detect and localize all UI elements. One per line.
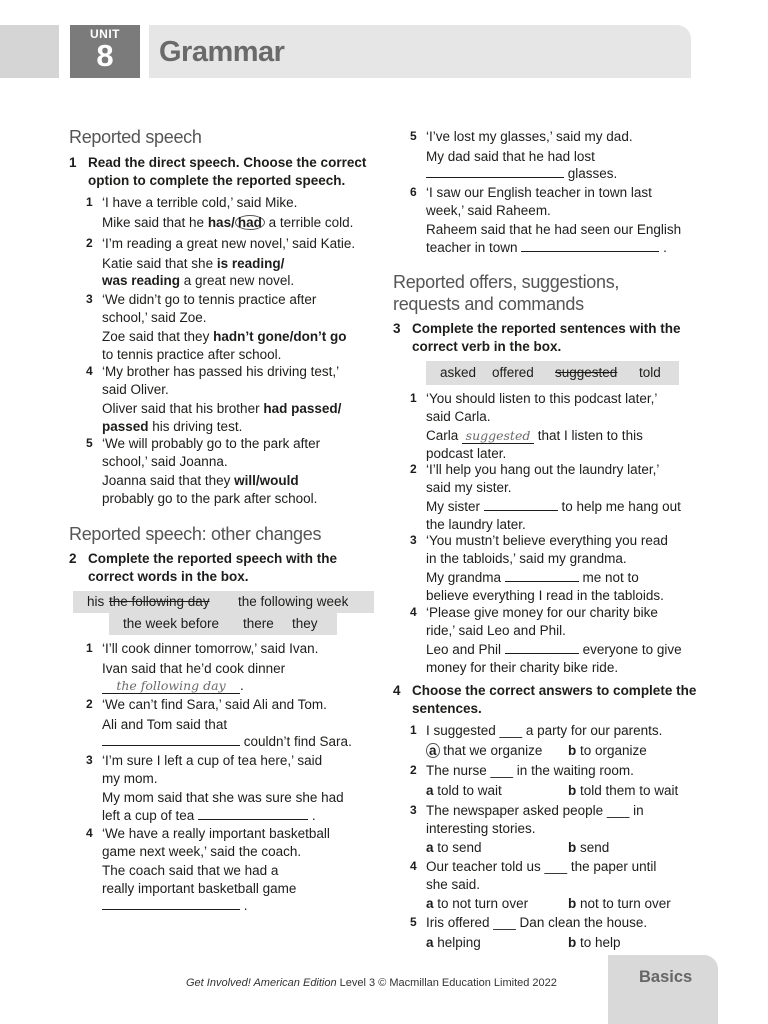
reported-speech bbox=[102, 472, 381, 490]
exercise-2-item-3 bbox=[86, 752, 381, 824]
unit-badge bbox=[70, 25, 140, 78]
option-a-text: that we organize bbox=[439, 742, 543, 758]
exercise-3-item-4 bbox=[410, 604, 705, 676]
section-title-line-1: Reported offers, suggestions, bbox=[393, 272, 620, 292]
handwritten-answer[interactable]: the following day bbox=[102, 679, 240, 694]
text: everyone to give bbox=[578, 642, 682, 657]
option-passed[interactable]: passed bbox=[102, 418, 149, 434]
option-a-label: a bbox=[426, 840, 434, 855]
reported-speech-cont bbox=[102, 418, 381, 436]
box-word: his bbox=[87, 594, 105, 609]
option-b[interactable] bbox=[568, 895, 671, 913]
text: Carla bbox=[426, 428, 463, 443]
text: . bbox=[240, 898, 248, 913]
direct-speech: ‘We can’t find Sara,’ said Ali and Tom. bbox=[102, 697, 327, 712]
option-a-text: helping bbox=[433, 934, 481, 950]
reported-speech bbox=[426, 569, 705, 587]
option-a-text: to not turn over bbox=[433, 896, 529, 911]
option-had-circled[interactable]: had bbox=[235, 215, 265, 230]
item-number: 3 bbox=[410, 803, 417, 817]
item-number: 1 bbox=[86, 641, 93, 655]
item-number: 5 bbox=[410, 915, 417, 929]
exercise-instruction: Complete the reported speech with the correct words in the box. bbox=[88, 551, 338, 584]
option-b[interactable] bbox=[568, 782, 678, 800]
item-number: 4 bbox=[86, 364, 93, 378]
answer-blank[interactable] bbox=[505, 641, 579, 654]
box-word: offered bbox=[492, 365, 534, 380]
verb-box bbox=[426, 361, 679, 385]
option-b-text: to organize bbox=[576, 742, 647, 758]
item-number: 5 bbox=[86, 436, 93, 450]
reported-speech-cont: the laundry later. bbox=[426, 516, 526, 532]
exercise-1-item-1 bbox=[86, 194, 381, 231]
question: Iris offered ___ Dan clean the house. bbox=[426, 915, 648, 930]
exercise-1-item-4 bbox=[86, 363, 381, 435]
answer-line bbox=[102, 807, 381, 825]
footer-rest: Level 3 © Macmillan Education Limited 2022 bbox=[336, 977, 557, 989]
direct-speech-cont: said my sister. bbox=[426, 479, 512, 495]
reported-speech-cont: money for their charity bike ride. bbox=[426, 659, 619, 675]
question: The nurse ___ in the waiting room. bbox=[426, 763, 634, 778]
direct-speech: ‘Please give money for our charity bike bbox=[426, 605, 658, 620]
reported-speech bbox=[426, 498, 705, 516]
item-number: 3 bbox=[86, 292, 93, 306]
text: to help me hang out bbox=[557, 499, 681, 514]
options bbox=[426, 895, 705, 913]
footer-copyright bbox=[186, 977, 557, 989]
box-word: they bbox=[292, 616, 318, 631]
item-number: 2 bbox=[410, 763, 417, 777]
options bbox=[426, 934, 705, 952]
option-a-text: told to wait bbox=[433, 782, 502, 798]
option-has[interactable]: has/ bbox=[207, 214, 235, 230]
box-word-used: suggested bbox=[555, 365, 618, 380]
exercise-4-item-4 bbox=[410, 858, 705, 913]
exercise-instruction: Complete the reported sentences with the correct verb in the box. bbox=[412, 321, 681, 354]
exercise-1-instructions bbox=[69, 154, 379, 190]
answer-blank[interactable] bbox=[102, 733, 240, 746]
option-b-text: told them to wait bbox=[576, 782, 679, 798]
text: glasses. bbox=[564, 166, 618, 181]
exercise-instruction: Choose the correct answers to complete the sentences. bbox=[412, 683, 697, 716]
title-bar bbox=[149, 25, 691, 78]
section-title-reported-speech: Reported speech bbox=[69, 127, 202, 147]
direct-speech: ‘We didn’t go to tennis practice after bbox=[102, 292, 317, 307]
answer-blank[interactable] bbox=[505, 569, 579, 582]
direct-speech-cont: ride,’ said Leo and Phil. bbox=[426, 622, 566, 638]
reported-speech: The coach said that we had a bbox=[102, 863, 279, 878]
exercise-number: 4 bbox=[393, 683, 401, 698]
option-choice[interactable]: hadn’t gone/don’t go bbox=[213, 329, 347, 344]
item-number: 1 bbox=[410, 723, 417, 737]
reported-speech bbox=[102, 214, 381, 232]
text: Joanna said that they bbox=[102, 473, 235, 488]
exercise-1-item-5b bbox=[410, 128, 705, 183]
option-a-label: a bbox=[426, 782, 434, 798]
exercise-3-instructions bbox=[393, 320, 703, 356]
reported-speech: My dad said that he had lost bbox=[426, 148, 595, 164]
option-is-reading[interactable]: is reading/ bbox=[216, 255, 285, 271]
direct-speech: ‘I’ll help you hang out the laundry later,’ bbox=[426, 462, 660, 477]
word-box-row-2 bbox=[109, 613, 337, 635]
option-choice[interactable]: will/would bbox=[234, 473, 299, 488]
option-b-label: b bbox=[568, 840, 577, 855]
answer-line bbox=[102, 897, 381, 915]
option-b[interactable] bbox=[568, 839, 609, 857]
box-word: the week before bbox=[123, 616, 220, 631]
option-b-label: b bbox=[568, 934, 577, 950]
direct-speech: ‘I saw our English teacher in town last bbox=[426, 185, 652, 200]
exercise-4-item-3 bbox=[410, 802, 705, 857]
box-word: there bbox=[243, 616, 274, 631]
options bbox=[426, 742, 705, 760]
option-a[interactable] bbox=[426, 839, 482, 857]
question: I suggested ___ a party for our parents. bbox=[426, 723, 663, 738]
answer-line bbox=[102, 733, 381, 751]
reported-speech: My mom said that she was sure she had bbox=[102, 790, 344, 805]
option-a-label-circled: a bbox=[426, 743, 440, 758]
item-number: 2 bbox=[86, 236, 93, 250]
reported-speech-cont: probably go to the park after school. bbox=[102, 490, 318, 506]
direct-speech: ‘We have a really important basketball bbox=[102, 826, 330, 841]
option-a[interactable] bbox=[426, 742, 542, 760]
answer-blank[interactable] bbox=[102, 897, 240, 910]
box-word: asked bbox=[440, 365, 477, 380]
direct-speech-cont: in the tabloids,’ said my grandma. bbox=[426, 550, 627, 566]
option-was-reading[interactable]: was reading bbox=[102, 273, 181, 288]
text: My grandma bbox=[426, 570, 505, 585]
unit-label: UNIT bbox=[90, 27, 120, 41]
text: teacher in town bbox=[426, 239, 522, 255]
box-word: the following week bbox=[238, 594, 349, 609]
direct-speech: ‘I’m sure I left a cup of tea here,’ said bbox=[102, 753, 323, 768]
box-word-used: the following day bbox=[109, 594, 210, 609]
exercise-4-instructions bbox=[393, 682, 703, 718]
item-number: 3 bbox=[86, 753, 93, 767]
item-number: 1 bbox=[86, 195, 93, 209]
basics-tab[interactable] bbox=[608, 955, 718, 1024]
text: Mike said that he bbox=[102, 214, 208, 230]
option-b[interactable] bbox=[568, 934, 621, 952]
reported-speech bbox=[102, 400, 381, 418]
reported-speech bbox=[426, 427, 705, 445]
text: Zoe said that they bbox=[102, 329, 214, 344]
item-number: 2 bbox=[86, 697, 93, 711]
text: a terrible cold. bbox=[264, 214, 354, 230]
item-number: 4 bbox=[86, 826, 93, 840]
text: . bbox=[659, 239, 667, 255]
option-b-label: b bbox=[568, 896, 577, 911]
option-had-passed[interactable]: had passed/ bbox=[263, 401, 342, 416]
section-title-reported-offers bbox=[393, 271, 619, 315]
exercise-number: 1 bbox=[69, 155, 77, 170]
option-a[interactable] bbox=[426, 782, 502, 800]
reported-speech: Raheem said that he had seen our English bbox=[426, 222, 682, 237]
exercise-4-item-2 bbox=[410, 762, 705, 800]
text: his driving test. bbox=[148, 418, 243, 434]
text: that I listen to this bbox=[534, 428, 643, 443]
answer-blank[interactable] bbox=[198, 807, 308, 820]
exercise-2-item-2 bbox=[86, 696, 381, 751]
question-cont: interesting stories. bbox=[426, 820, 536, 836]
question: Our teacher told us ___ the paper until bbox=[426, 859, 657, 874]
direct-speech: ‘I’ll cook dinner tomorrow,’ said Ivan. bbox=[102, 641, 319, 656]
reported-speech: Ivan said that he’d cook dinner bbox=[102, 660, 286, 676]
option-a[interactable] bbox=[426, 895, 528, 913]
text: . bbox=[308, 807, 316, 823]
option-b[interactable] bbox=[568, 742, 647, 760]
exercise-instruction: Read the direct speech. Choose the correct option to complete the reported speech. bbox=[88, 155, 367, 188]
question: The newspaper asked people ___ in bbox=[426, 803, 644, 818]
direct-speech: ‘My brother has passed his driving test,’ bbox=[102, 364, 340, 379]
answer-line bbox=[426, 239, 705, 257]
answer-line bbox=[426, 165, 705, 183]
exercise-1-item-6 bbox=[410, 184, 705, 256]
reported-speech-cont: podcast later. bbox=[426, 445, 507, 461]
text: Oliver said that his brother bbox=[102, 401, 264, 416]
reported-speech-cont: believe everything I read in the tabloids. bbox=[426, 587, 664, 603]
option-b-text: not to turn over bbox=[576, 896, 671, 911]
direct-speech: ‘We will probably go to the park after bbox=[102, 436, 321, 451]
direct-speech-cont: school,’ said Zoe. bbox=[102, 309, 207, 325]
basics-tab-label: Basics bbox=[639, 968, 693, 986]
option-b-label: b bbox=[568, 742, 577, 758]
item-number: 5 bbox=[410, 129, 417, 143]
exercise-1-item-2 bbox=[86, 235, 381, 290]
answer-line bbox=[102, 677, 381, 695]
exercise-4-item-1 bbox=[410, 722, 705, 760]
option-b-label: b bbox=[568, 782, 577, 798]
question-cont: she said. bbox=[426, 876, 481, 892]
section-title-other-changes: Reported speech: other changes bbox=[69, 524, 322, 544]
reported-speech bbox=[102, 328, 381, 346]
option-b-text: send bbox=[576, 840, 610, 855]
answer-blank[interactable] bbox=[426, 165, 564, 178]
reported-speech bbox=[102, 255, 381, 273]
exercise-3-item-3 bbox=[410, 532, 705, 604]
text: . bbox=[240, 678, 244, 693]
word-box-row-1 bbox=[73, 591, 374, 613]
direct-speech-cont: my mom. bbox=[102, 770, 158, 786]
reported-speech: Ali and Tom said that bbox=[102, 716, 228, 732]
item-number: 4 bbox=[410, 859, 417, 873]
text: couldn’t find Sara. bbox=[240, 734, 352, 749]
unit-number: 8 bbox=[96, 38, 114, 73]
option-a[interactable] bbox=[426, 934, 481, 952]
reported-speech-cont: to tennis practice after school. bbox=[102, 346, 282, 362]
direct-speech-cont: said Carla. bbox=[426, 408, 491, 424]
text: Katie said that she bbox=[102, 255, 217, 271]
direct-speech: ‘You should listen to this podcast later,’ bbox=[426, 391, 658, 406]
options bbox=[426, 839, 705, 857]
option-a-label: a bbox=[426, 896, 434, 911]
direct-speech-cont: said Oliver. bbox=[102, 381, 169, 397]
exercise-2-item-1 bbox=[86, 640, 381, 695]
section-title-line-2: requests and commands bbox=[393, 294, 584, 314]
direct-speech: ‘I have a terrible cold,’ said Mike. bbox=[102, 195, 298, 210]
answer-blank[interactable] bbox=[484, 498, 558, 511]
exercise-number: 2 bbox=[69, 551, 77, 566]
option-b-text: to help bbox=[576, 934, 621, 950]
box-word: told bbox=[639, 365, 661, 380]
item-number: 6 bbox=[410, 185, 417, 199]
exercise-4-item-5 bbox=[410, 914, 705, 952]
exercise-1-item-3 bbox=[86, 291, 381, 363]
page-title: Grammar bbox=[159, 36, 285, 68]
option-a-text: to send bbox=[433, 840, 482, 855]
direct-speech: ‘I’m reading a great new novel,’ said Katie. bbox=[102, 236, 356, 251]
text: me not to bbox=[578, 570, 639, 585]
text: My sister bbox=[426, 499, 484, 514]
handwritten-answer[interactable]: suggested bbox=[462, 429, 534, 444]
direct-speech-cont: week,’ said Raheem. bbox=[426, 202, 551, 218]
reported-speech-cont bbox=[102, 272, 381, 290]
text: Leo and Phil bbox=[426, 642, 505, 657]
exercise-number: 3 bbox=[393, 321, 401, 336]
reported-speech bbox=[426, 641, 705, 659]
text: left a cup of tea bbox=[102, 807, 199, 823]
text: a great new novel. bbox=[180, 273, 295, 288]
direct-speech: ‘I’ve lost my glasses,’ said my dad. bbox=[426, 129, 633, 144]
exercise-1-item-5 bbox=[86, 435, 381, 507]
direct-speech-cont: game next week,’ said the coach. bbox=[102, 843, 302, 859]
footer-book-title: Get Involved! American Edition bbox=[186, 977, 337, 989]
exercise-3-item-1 bbox=[410, 390, 705, 462]
direct-speech-cont: school,’ said Joanna. bbox=[102, 453, 228, 469]
exercise-3-item-2 bbox=[410, 461, 705, 533]
option-a-label: a bbox=[426, 934, 434, 950]
reported-speech-cont: really important basketball game bbox=[102, 880, 297, 896]
exercise-2-instructions bbox=[69, 550, 379, 586]
item-number: 2 bbox=[410, 462, 417, 476]
exercise-2-item-4 bbox=[86, 825, 381, 915]
direct-speech: ‘You mustn’t believe everything you read bbox=[426, 533, 668, 548]
left-edge-tab bbox=[0, 25, 59, 78]
item-number: 4 bbox=[410, 605, 417, 619]
item-number: 1 bbox=[410, 391, 417, 405]
options bbox=[426, 782, 705, 800]
answer-blank[interactable] bbox=[521, 239, 659, 252]
item-number: 3 bbox=[410, 533, 417, 547]
